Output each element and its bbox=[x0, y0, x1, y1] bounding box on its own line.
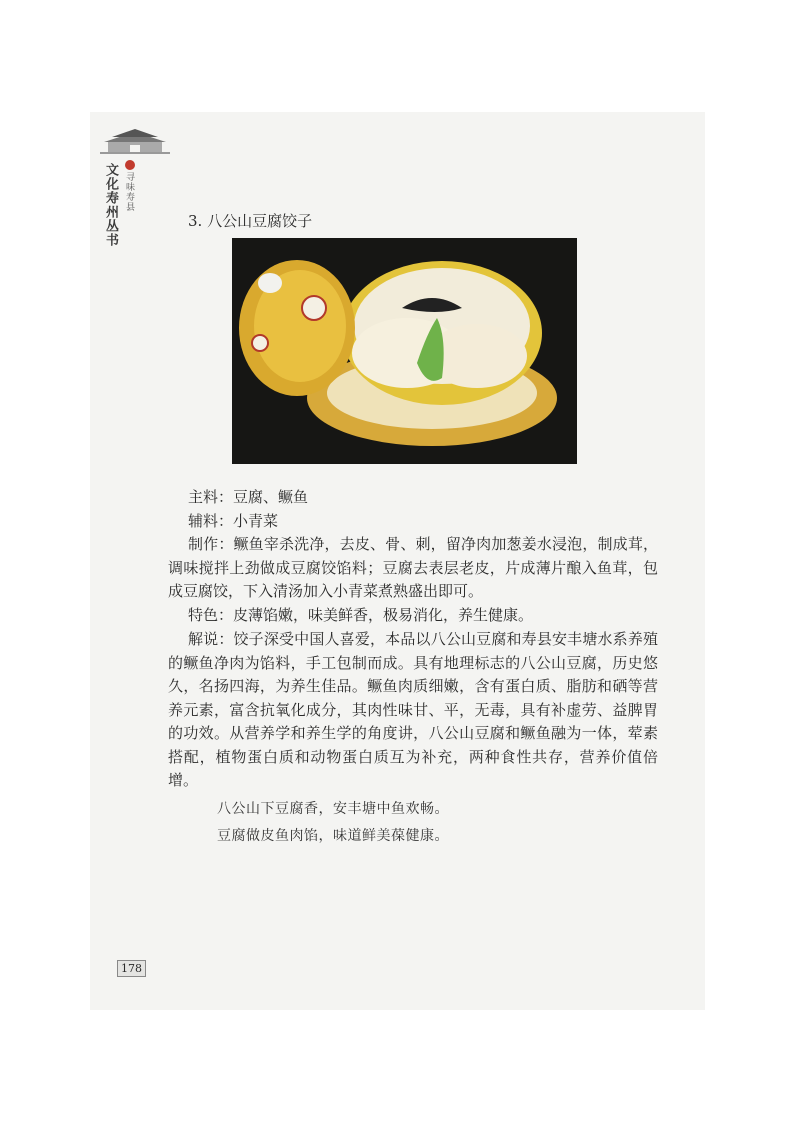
explanation-paragraph: 解说：饺子深受中国人喜爱，本品以八公山豆腐和寿县安丰塘水系养殖的鳜鱼净肉为馅料，手工包制而成。具有地理标志的八公山豆腐，历史悠久，名扬四海，为养生佳品。鳜鱼肉质细嫩，含有蛋白质、脂肪和硒等营养元素，富含抗氧化成分，其肉性味甘、平，无毒，具有补虚劳、益脾胃的功效。从营养学和养生学的角度讲，八公山豆腐和鳜鱼融为一体，荤素搭配，植物蛋白质和动物蛋白质互为补充，两种食性共存，营养价值倍增。 bbox=[168, 630, 658, 789]
poem-line-2: 豆腐做皮鱼肉馅，味道鲜美葆健康。 bbox=[217, 828, 449, 844]
features-paragraph: 特色：皮薄馅嫩，味美鲜香，极易消化，养生健康。 bbox=[188, 606, 534, 624]
poem-line-1: 八公山下豆腐香，安丰塘中鱼欢畅。 bbox=[217, 801, 449, 817]
auxiliary-ingredients: 辅料：小青菜 bbox=[188, 512, 279, 530]
series-subtitle: 寻味寿县 bbox=[124, 172, 134, 212]
page-number: 178 bbox=[117, 960, 146, 977]
series-title: 文化寿州丛书 bbox=[103, 163, 118, 247]
dish-heading: 3. 八公山豆腐饺子 bbox=[188, 212, 313, 230]
preparation-paragraph: 制作：鳜鱼宰杀洗净，去皮、骨、刺，留净肉加葱姜水浸泡，制成茸，调味搅拌上劲做成豆腐饺馅料；豆腐去表层老皮，片成薄片酿入鱼茸，包成豆腐饺，下入清汤加入小青菜煮熟盛出即可。 bbox=[168, 535, 658, 600]
city-gate-illustration bbox=[100, 128, 170, 158]
series-emblem-icon bbox=[125, 160, 135, 170]
main-ingredients: 主料：豆腐、鳜鱼 bbox=[188, 488, 309, 506]
dish-photo bbox=[232, 238, 577, 464]
